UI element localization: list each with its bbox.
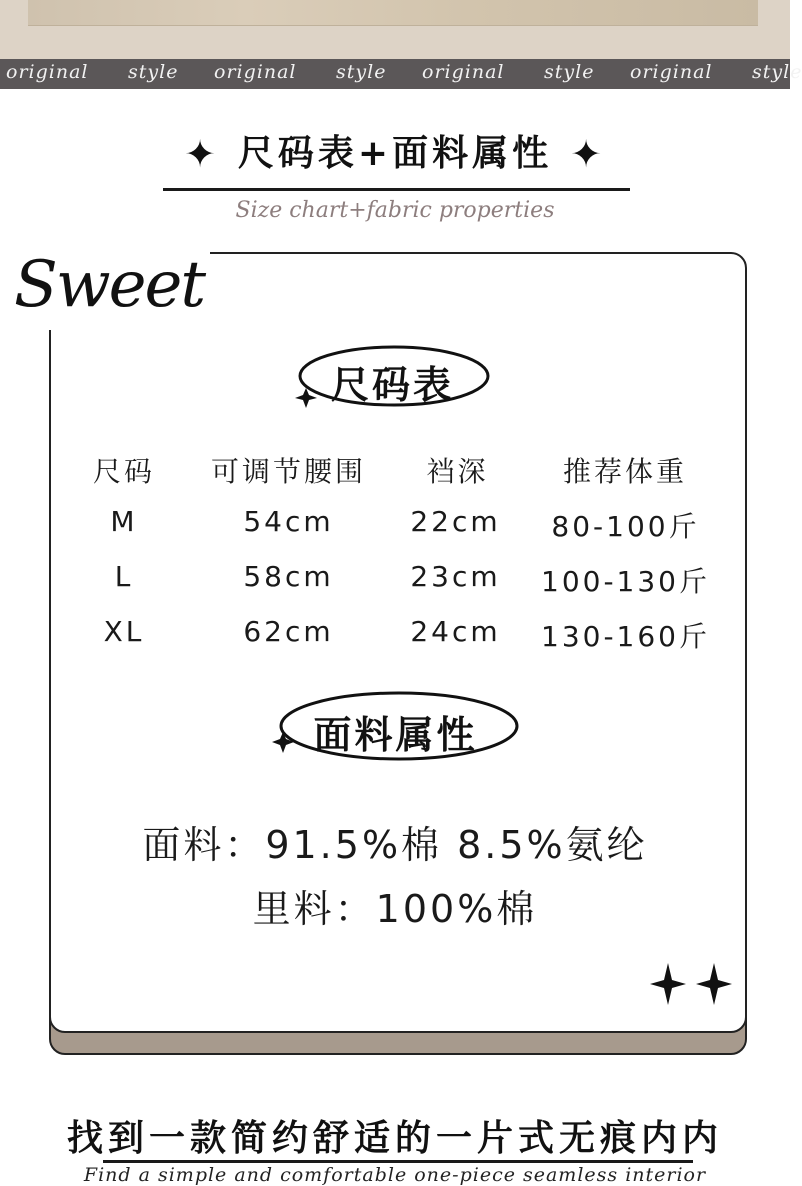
original-style-ribbon (0, 59, 802, 89)
fabric-badge (268, 688, 523, 768)
table-cell: 62cm (243, 615, 334, 648)
table-header: 尺码 (92, 455, 155, 488)
table-cell: 22cm (410, 505, 501, 538)
table-header: 可调节腰围 (210, 455, 366, 488)
table-cell: 24cm (410, 615, 501, 648)
footer-title: 找到一款简约舒适的一片式无痕内内 (66, 1118, 723, 1159)
ribbon-word: original (630, 61, 713, 83)
heading-underline (163, 188, 630, 191)
page-title: 尺码表+面料属性 (237, 133, 553, 174)
ribbon-word: original (214, 61, 297, 83)
page-subtitle: Size chart+fabric properties (235, 198, 555, 223)
table-cell: 80-100斤 (551, 510, 700, 543)
ribbon-word: style (544, 61, 595, 83)
size-section-title: 尺码表 (330, 363, 454, 407)
fabric-section-title: 面料属性 (313, 713, 478, 757)
section-heading (0, 125, 790, 176)
sparkle-icon (646, 960, 736, 1010)
table-cell: XL (103, 615, 145, 648)
sweet-decor-text: Sweet (12, 240, 210, 330)
product-photo-strip (0, 0, 790, 59)
table-cell: 54cm (243, 505, 334, 538)
ribbon-word: style (336, 61, 387, 83)
footer-underline (103, 1160, 693, 1163)
ribbon-word: original (6, 61, 89, 83)
size-chart-badge (290, 342, 495, 414)
table-cell: M (110, 505, 138, 538)
ribbon-word: style (128, 61, 179, 83)
table-cell: 130-160斤 (541, 620, 710, 653)
fabric-lining-text: 里料：100%棉 (252, 887, 538, 931)
table-cell: 58cm (243, 560, 334, 593)
table-header: 裆深 (426, 455, 489, 488)
product-photo-edge (28, 0, 758, 26)
table-header: 推荐体重 (562, 455, 687, 488)
fabric-outer-text: 面料：91.5%棉 8.5%氨纶 (142, 823, 648, 867)
ribbon-word: original (422, 61, 505, 83)
sparkle-icon: ✦ (570, 132, 606, 176)
table-cell: 100-130斤 (541, 565, 710, 598)
table-cell: L (114, 560, 134, 593)
ribbon-word: style (752, 61, 802, 83)
sparkle-icon: ✦ (184, 132, 220, 176)
table-cell: 23cm (410, 560, 501, 593)
footer-subtitle: Find a simple and comfortable one-piece seamless interior (83, 1164, 707, 1186)
